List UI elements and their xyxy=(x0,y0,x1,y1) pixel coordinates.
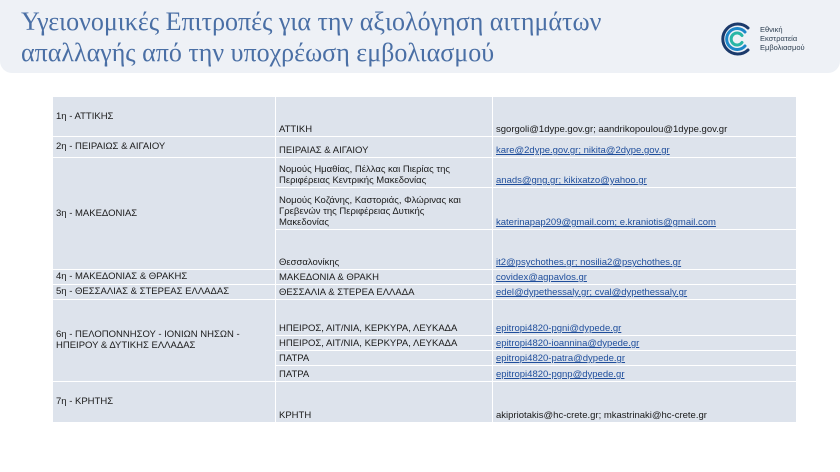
table-row xyxy=(53,158,797,188)
email-cell[interactable] xyxy=(493,137,797,158)
table-row xyxy=(53,300,797,336)
email-cell[interactable] xyxy=(493,158,797,188)
email-link[interactable]: kare@2dype.gov.gr; nikita@2dype.gov.gr xyxy=(496,145,670,156)
committee-cell: 7η - ΚΡΗΤΗΣ xyxy=(53,382,276,423)
region-cell: Νομούς Κοζάνης, Καστοριάς, Φλώρινας και Γρεβενών της Περιφέρειας Δυτικής Μακεδονίας xyxy=(276,188,493,230)
slide-title: Υγειονομικές Επιτροπές για την αξιολόγηση αιτημάτων απαλλαγής από την υποχρέωση εμβολιασμού xyxy=(21,7,602,67)
table-row xyxy=(53,137,797,158)
logo-line-2: Εκστρατεία xyxy=(760,34,798,43)
email-cell[interactable] xyxy=(493,285,797,300)
committee-cell: 1η - ΑΤΤΙΚΗΣ xyxy=(53,97,276,137)
email-link[interactable]: katerinapap209@gmail.com; e.kraniotis@gmail.com xyxy=(496,217,716,228)
email-cell[interactable] xyxy=(493,366,797,382)
table-row xyxy=(53,97,797,137)
table-row xyxy=(53,270,797,285)
committee-cell: 3η - ΜΑΚΕΔΟΝΙΑΣ xyxy=(53,158,276,270)
region-cell: ΑΤΤΙΚΗ xyxy=(276,97,493,137)
region-cell: ΘΕΣΣΑΛΙΑ & ΣΤΕΡΕΑ ΕΛΛΑΔΑ xyxy=(276,285,493,300)
table-row xyxy=(53,285,797,300)
region-cell: ΠΑΤΡΑ xyxy=(276,366,493,382)
region-cell: ΠΑΤΡΑ xyxy=(276,351,493,366)
campaign-logo xyxy=(718,20,828,60)
email-cell[interactable] xyxy=(493,230,797,270)
table-row xyxy=(53,382,797,423)
email-cell[interactable] xyxy=(493,188,797,230)
committee-cell: 5η - ΘΕΣΣΑΛΙΑΣ & ΣΤΕΡΕΑΣ ΕΛΛΑΔΑΣ xyxy=(53,285,276,300)
committee-cell: 4η - ΜΑΚΕΔΟΝΙΑΣ & ΘΡΑΚΗΣ xyxy=(53,270,276,285)
email-cell[interactable] xyxy=(493,300,797,336)
slide-header xyxy=(0,0,840,73)
email-link[interactable]: epitropi4820-ioannina@dypede.gr xyxy=(496,338,640,349)
email-cell: sgorgoli@1dype.gov.gr; aandrikopoulou@1dype.gov.gr xyxy=(493,97,797,137)
region-cell: Νομούς Ημαθίας, Πέλλας και Πιερίας της Περιφέρειας Κεντρικής Μακεδονίας xyxy=(276,158,493,188)
email-cell[interactable] xyxy=(493,270,797,285)
region-cell: Θεσσαλονίκης xyxy=(276,230,493,270)
email-link[interactable]: epitropi4820-patra@dypede.gr xyxy=(496,353,626,364)
region-cell: ΗΠΕΙΡΟΣ, ΑΙΤ/ΝΙΑ, ΚΕΡΚΥΡΑ, ΛΕΥΚΑΔΑ xyxy=(276,300,493,336)
region-cell: ΗΠΕΙΡΟΣ, ΑΙΤ/ΝΙΑ, ΚΕΡΚΥΡΑ, ΛΕΥΚΑΔΑ xyxy=(276,336,493,351)
logo-line-1: Εθνική xyxy=(760,25,783,34)
email-link[interactable]: epitropi4820-pgni@dypede.gr xyxy=(496,323,622,334)
email-link[interactable]: epitropi4820-pgnp@dypede.gr xyxy=(496,369,625,380)
committees-table xyxy=(52,96,797,423)
email-link[interactable]: covidex@agpavlos.gr xyxy=(496,272,587,283)
email-cell: akipriotakis@hc-crete.gr; mkastrinaki@hc-crete.gr xyxy=(493,382,797,423)
region-cell: ΜΑΚΕΔΟΝΙΑ & ΘΡΑΚΗ xyxy=(276,270,493,285)
email-cell[interactable] xyxy=(493,336,797,351)
email-link[interactable]: anads@gng.gr; kikixatzo@yahoo.gr xyxy=(496,175,647,186)
logo-text xyxy=(760,25,805,52)
logo-line-3: Εμβολιασμού xyxy=(760,43,805,52)
region-cell: ΠΕΙΡΑΙΑΣ & ΑΙΓΑΙΟΥ xyxy=(276,137,493,158)
committee-cell: 6η - ΠΕΛΟΠΟΝΝΗΣΟΥ - ΙΟΝΙΩΝ ΝΗΣΩΝ - ΗΠΕΙΡΟΥ & ΔΥΤΙΚΗΣ ΕΛΛΑΔΑΣ xyxy=(53,300,276,382)
email-link[interactable]: it2@psychothes.gr; nosilia2@psychothes.gr xyxy=(496,257,682,268)
logo-arcs-icon xyxy=(718,20,756,58)
email-cell[interactable] xyxy=(493,351,797,366)
region-cell: ΚΡΗΤΗ xyxy=(276,382,493,423)
committee-cell: 2η - ΠΕΙΡΑΙΩΣ & ΑΙΓΑΙΟΥ xyxy=(53,137,276,158)
email-link[interactable]: edel@dypethessaly.gr; cval@dypethessaly.gr xyxy=(496,287,688,298)
